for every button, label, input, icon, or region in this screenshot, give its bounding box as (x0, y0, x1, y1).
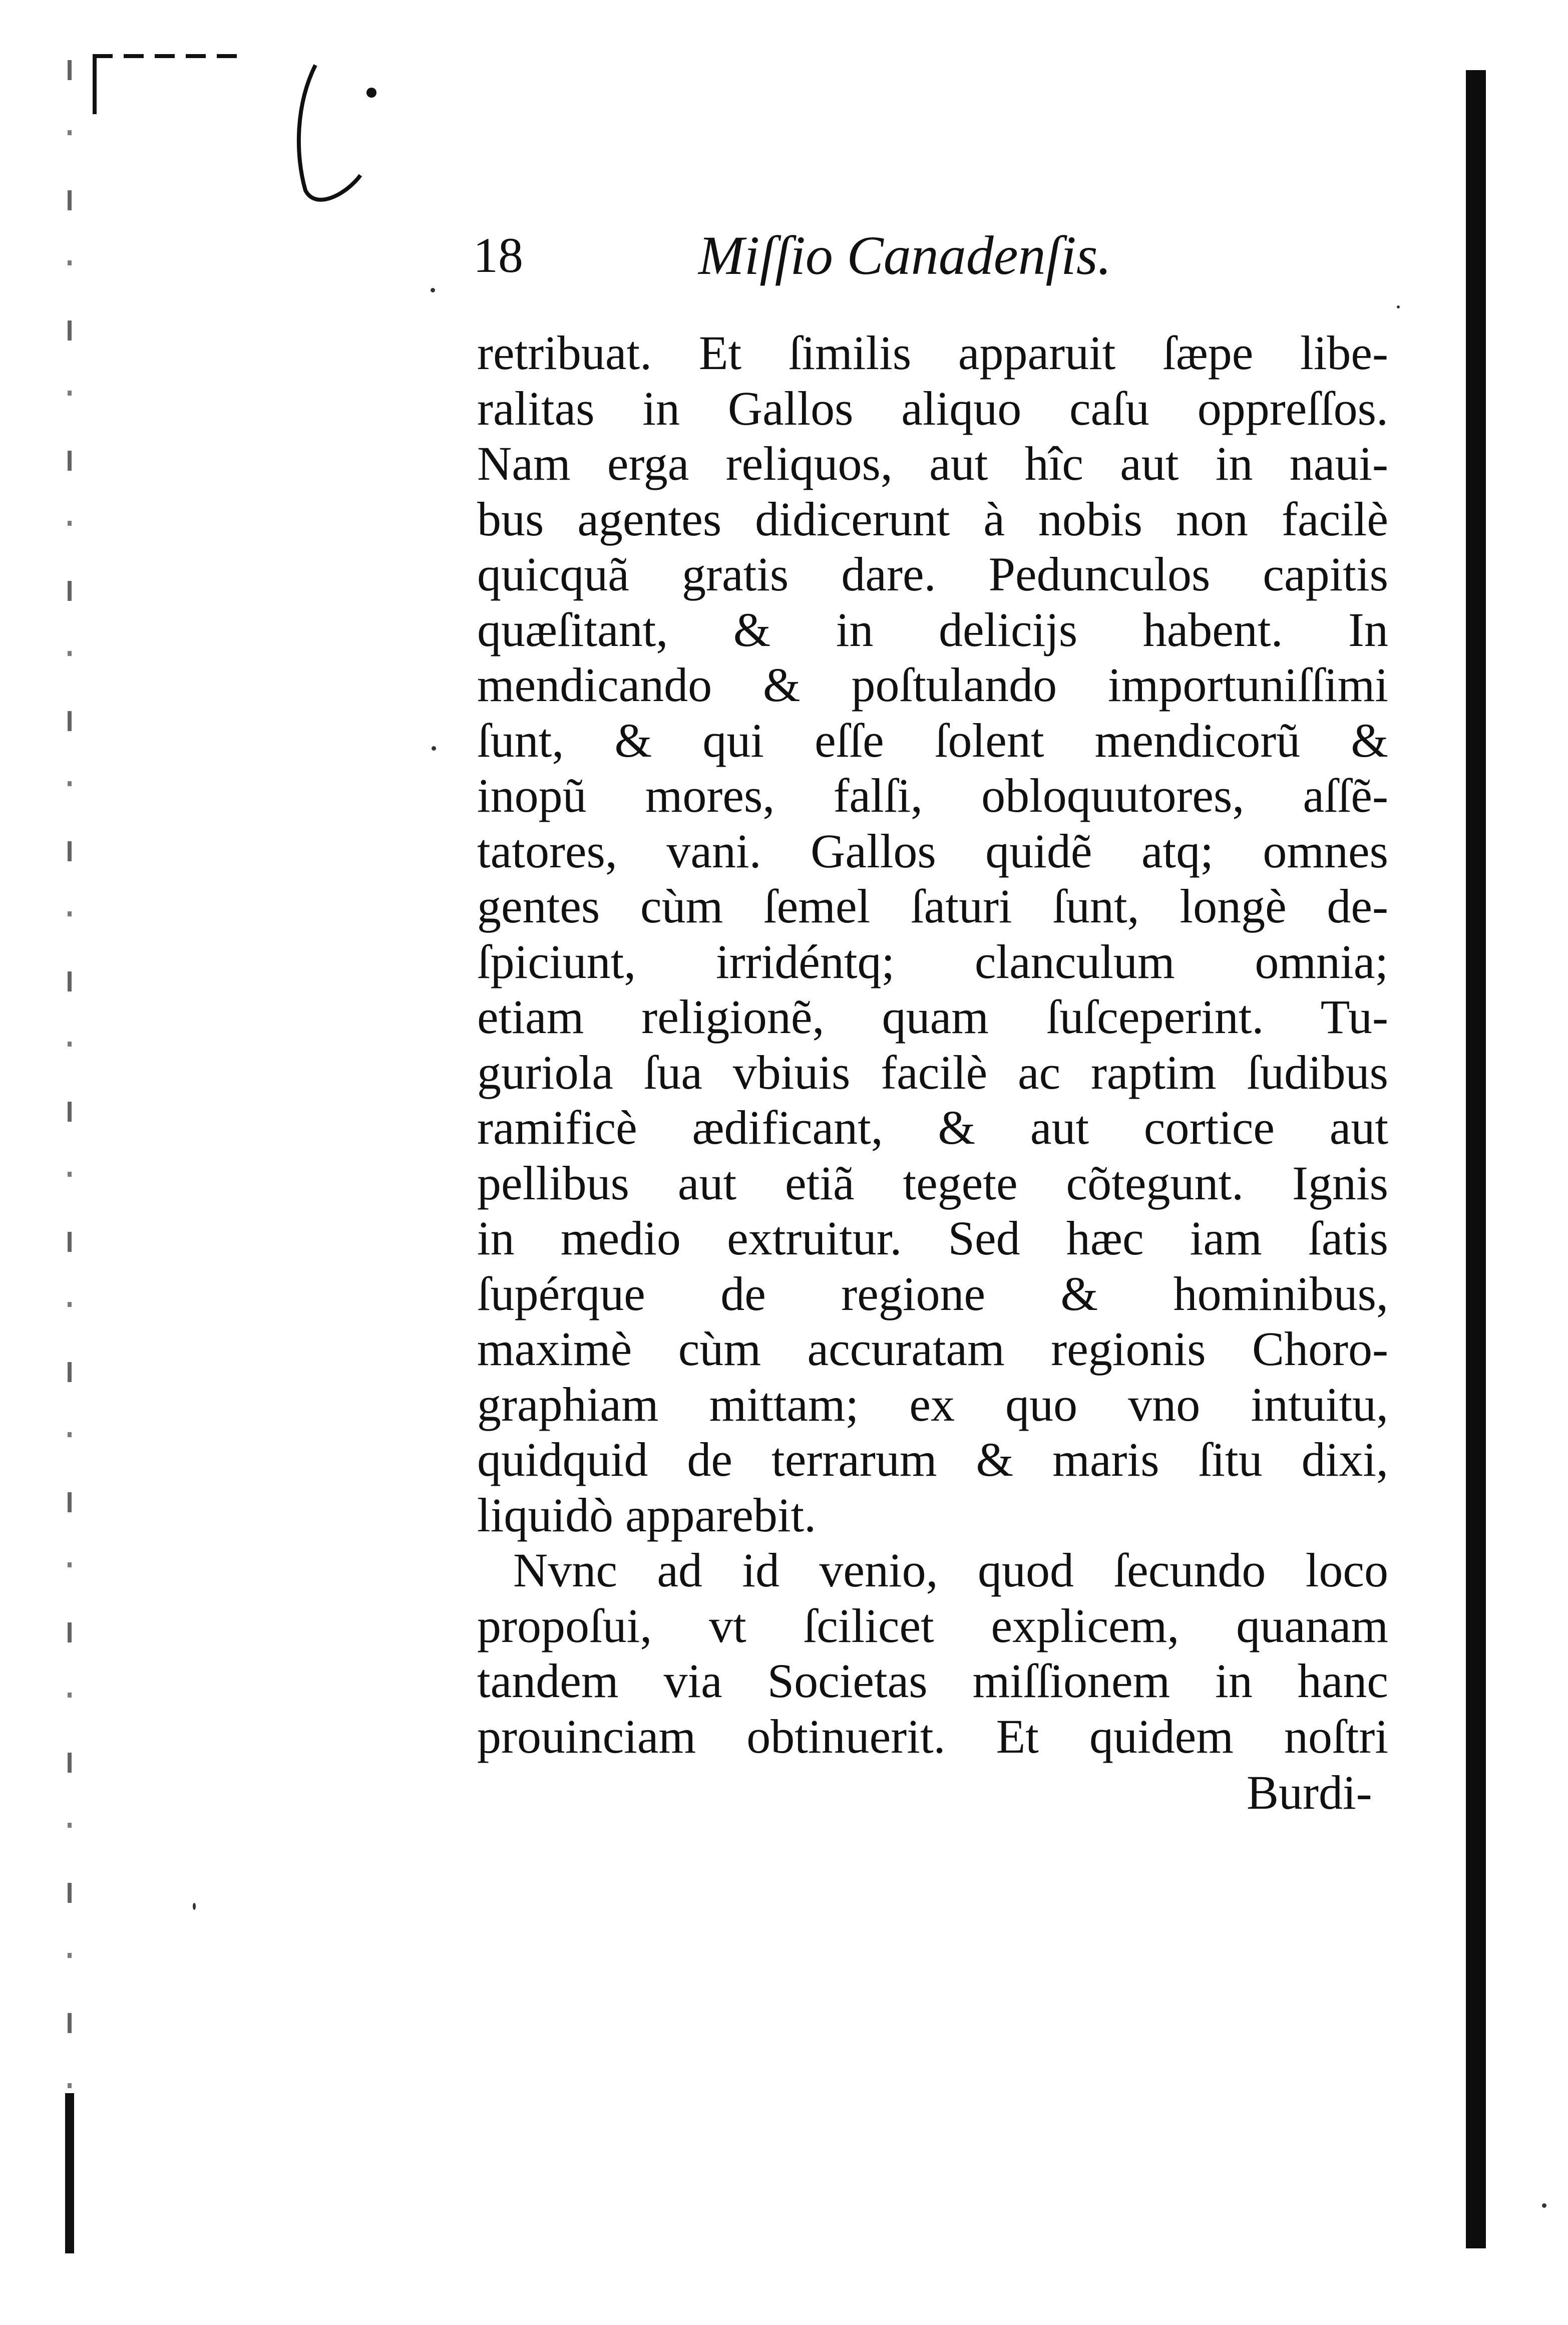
text-line: mendicando & poſtulando importuniſſimi (477, 658, 1388, 712)
catchword: Burdi- (1247, 1766, 1372, 1819)
text-line: retribuat. Et ſimilis apparuit ſæpe libe- (477, 326, 1388, 380)
text-line: pellibus aut etiã tegete cõtegunt. Ignis (477, 1156, 1388, 1210)
ink-speck (432, 746, 436, 751)
text-line: ſpiciunt, irridéntq; clanculum omnia; (477, 934, 1388, 988)
left-binding-edge (68, 60, 72, 2213)
ink-speck (193, 1903, 196, 1910)
scan-corner-mark (93, 54, 238, 58)
text-line: quicquã gratis dare. Pedunculos capitis (477, 547, 1388, 601)
text-line: maximè cùm accuratam regionis Choro- (477, 1322, 1388, 1376)
page-number: 18 (473, 227, 523, 283)
text-line: bus agentes didicerunt à nobis non facilè (477, 492, 1388, 546)
text-line: tandem via Societas miſſionem in hanc (477, 1654, 1388, 1708)
text-line: ſupérque de regione & hominibus, (477, 1266, 1388, 1320)
text-line: quidquid de terrarum & maris ſitu dixi, (477, 1433, 1388, 1486)
text-line: tatores, vani. Gallos quidẽ atq; omnes (477, 824, 1388, 878)
text-line: ramificè ædificant, & aut cortice aut (477, 1101, 1388, 1154)
text-line: Nam erga reliquos, aut hîc aut in naui- (477, 437, 1388, 490)
text-line-paragraph-end: liquidò apparebit. (477, 1488, 817, 1542)
pencil-annotation-mark (285, 45, 380, 210)
text-line: ſunt, & qui eſſe ſolent mendicorũ & (477, 713, 1388, 767)
text-line: etiam religionẽ, quam ſuſceperint. Tu- (477, 990, 1388, 1044)
text-line: in medio extruitur. Sed hæc iam ſatis (477, 1211, 1388, 1265)
left-binding-edge-bottom (65, 2093, 74, 2253)
running-title: Miſſio Canadenſis. (698, 225, 1111, 286)
text-line: propoſui, vt ſcilicet explicem, quanam (477, 1598, 1388, 1652)
text-line: graphiam mittam; ex quo vno intuitu, (477, 1377, 1388, 1431)
text-line: guriola ſua vbiuis facilè ac raptim ſudibus (477, 1045, 1388, 1099)
ink-speck (1397, 305, 1400, 308)
scan-corner-mark-vertical (93, 54, 97, 114)
body-text (477, 325, 1388, 1764)
page-header (0, 220, 1568, 290)
ink-speck (1542, 2203, 1546, 2208)
text-line: prouinciam obtinuerit. Et quidem noſtri (477, 1709, 1388, 1763)
text-line: quæſitant, & in delicijs habent. In (477, 602, 1388, 656)
text-line-paragraph-start: Nvnc ad id venio, quod ſecundo loco (513, 1543, 1388, 1597)
text-line: inopũ mores, falſi, obloquutores, aſſẽ- (477, 769, 1388, 822)
right-page-edge (1466, 70, 1486, 2248)
text-line: gentes cùm ſemel ſaturi ſunt, longè de- (477, 879, 1388, 933)
text-line: ralitas in Gallos aliquo caſu oppreſſos. (477, 381, 1388, 435)
